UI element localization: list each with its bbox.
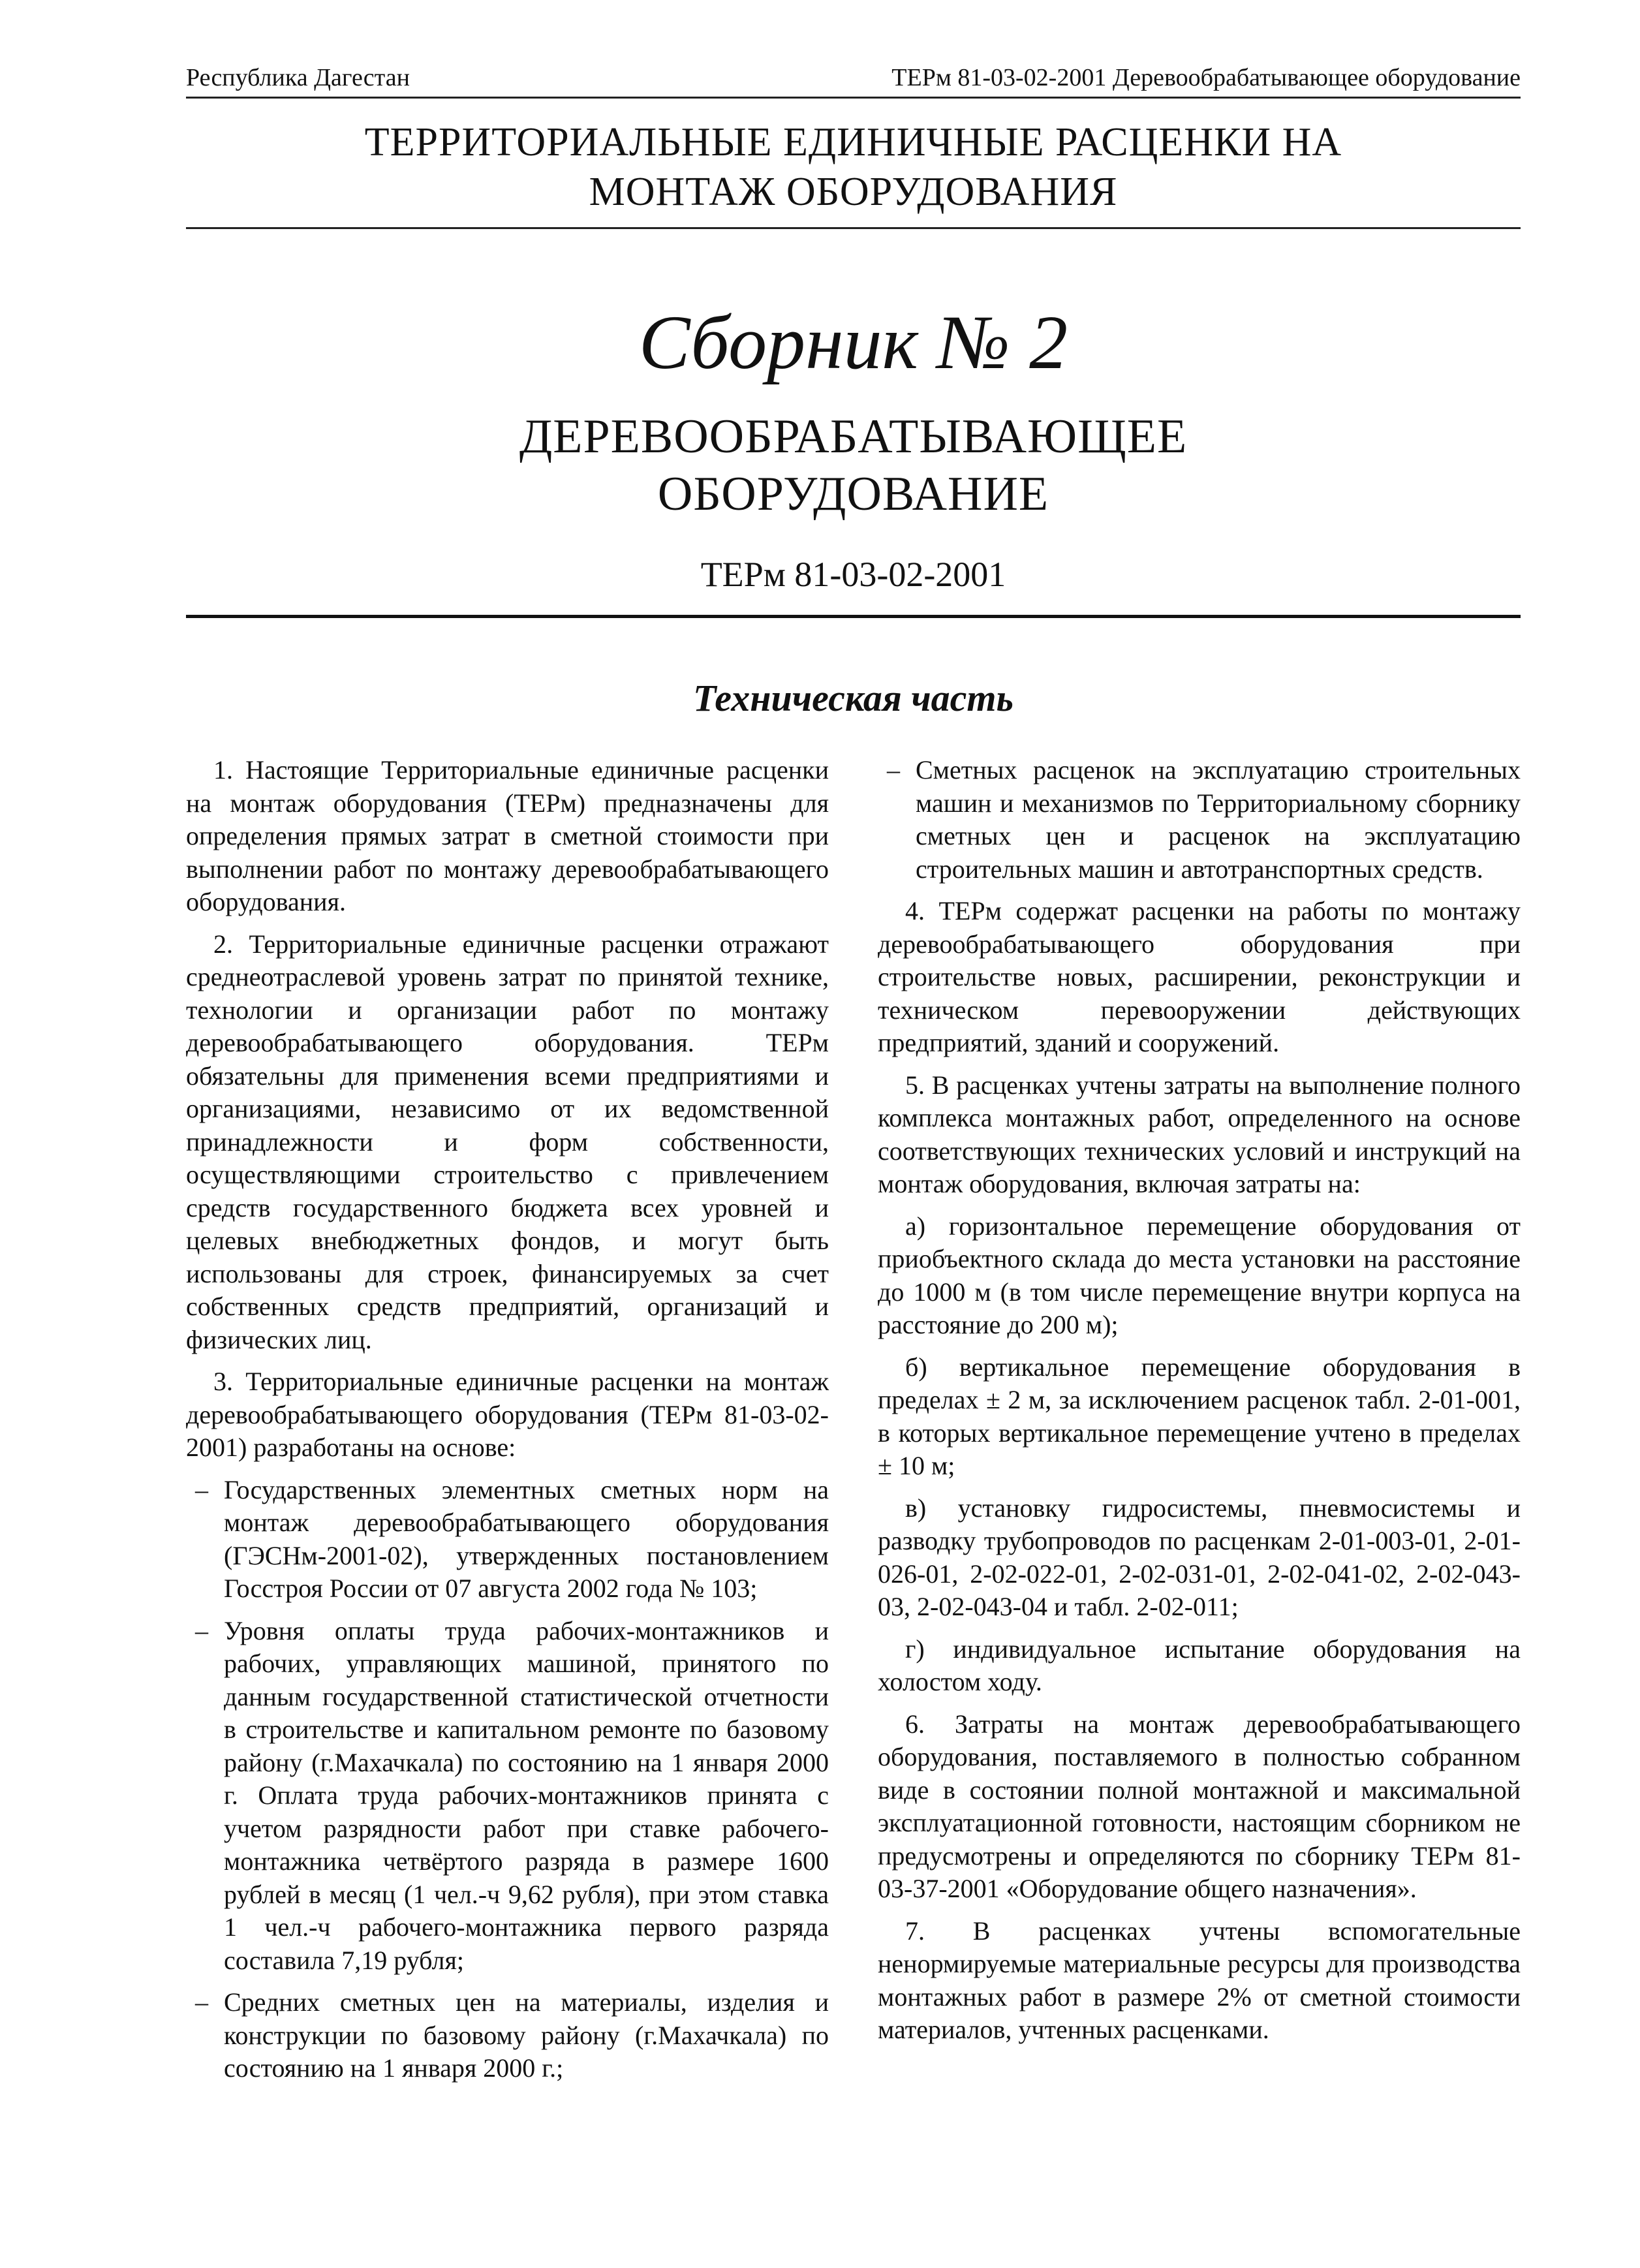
subject-line-1: ДЕРЕВООБРАБАТЫВАЮЩЕЕ [519,410,1188,463]
right-column [878,754,1521,2056]
list-item-text: Сметных расценок на эксплуатацию строительных машин и механизмов по Территориальному сборнику сметных цен и расценок на эксплуатацию строительных машин и автотранспортных средств. [916,755,1521,884]
paragraph-3: 3. Территориальные единичные расценки на монтаж деревообрабатывающего оборудования (ТЕРм 81-03-02-2001) разработаны на основе: [186,1367,829,1462]
subitem-b: б) вертикальное перемещение оборудования в пределах ± 2 м, за исключением расценок табл. 2-01-001, в которых вертикальное перемещение учтено в пределах ± 10 м; [878,1352,1521,1480]
paragraph-6: 6. Затраты на монтаж деревообрабатывающего оборудования, поставляемого в полностью собранном виде в состоянии полной монтажной и максимальной эксплуатационной готовности, настоящим сборником не предусмотрены и определяются по сборнику ТЕРм 81-03-37-2001 «Оборудование общего назначения». [878,1709,1521,1903]
paragraph-4: 4. ТЕРм содержат расценки на работы по монтажу деревообрабатывающего оборудования при строительстве новых, расширении, реконструкции и техническом перевооружении действующих предприятий, зданий и сооружений. [878,896,1521,1057]
paragraph-1: 1. Настоящие Территориальные единичные расценки на монтаж оборудования (ТЕРм) предназначены для определения прямых затрат в сметной стоимости при выполнении работ по монтажу деревообрабатывающего оборудования. [186,755,829,916]
list-item-machines [878,754,1521,886]
collection-code: ТЕРм 81-03-02-2001 [700,555,1006,594]
dash-marker: – [195,1474,208,1504]
dash-marker: – [195,1987,208,2017]
list-item-gesn [186,1474,829,1606]
subject-line-2: ОБОРУДОВАНИЕ [657,467,1049,521]
collection-subject [186,408,1521,523]
subitem-a: а) горизонтальное перемещение оборудования от приобъектного склада до места установки на расстояние до 1000 м (в том числе перемещение внутри корпуса на расстояние до 200 м); [878,1211,1521,1339]
collection-number: Сборник № 2 [638,300,1068,385]
title-line-1: ТЕРРИТОРИАЛЬНЫЕ ЕДИНИЧНЫЕ РАСЦЕНКИ НА [364,120,1342,164]
header-region: Республика Дагестан [186,64,410,91]
header-rule [186,97,1521,99]
list-item-text: Средних сметных цен на материалы, изделия и конструкции по базовому району (г.Махачкала) по состоянию на 1 января 2000 г.; [224,1987,829,2083]
subitem-v: в) установку гидросистемы, пневмосистемы и разводку трубопроводов по расценкам 2-01-003-01, 2-01-026-01, 2-02-022-01, 2-02-031-01, 2-02-041-02, 2-02-043-03, 2-02-043-04 и табл. 2-02-011; [878,1493,1521,1621]
header-document-code: ТЕРм 81-03-02-2001 Деревообрабатывающее оборудование [891,64,1521,91]
left-column [186,754,829,2094]
dash-marker: – [195,1615,208,1645]
title-rule [186,227,1521,229]
section-title: Техническая часть [692,677,1014,719]
paragraph-2: 2. Территориальные единичные расценки отражают среднеотраслевой уровень затрат по принятой технике, технологии и организации работ по монтажу деревообрабатывающего оборудования. ТЕРм обязательны для применения всеми предприятиями и организациями, независимо от их ведомственной принадлежности и форм собственности, осуществляющими строительство с привлечением средств государственного бюджета всех уровней и целевых внебюджетных фондов, и могут быть использованы для строек, финансируемых за счет собственных средств предприятий, организаций и физических лиц. [186,929,829,1354]
running-header [186,62,1521,93]
list-item-text: Уровня оплаты труда рабочих-монтажников и рабочих, управляющих машиной, принятого по данным государственной статистической отчетности в строительстве и капитальном ремонте по базовому району (г.Махачкала) по состоянию на 1 января 2000 г. Оплата труда рабочих-монтажников принята с учетом разрядности работ при ставке рабочего-монтажника четвёртого разряда в размере 1600 рублей в месяц (1 чел.-ч 9,62 рубля), при этом ставка 1 чел.-ч рабочего-монтажника первого разряда составила 7,19 рубля; [224,1615,829,1975]
paragraph-5: 5. В расценках учтены затраты на выполнение полного комплекса монтажных работ, определенного на основе соответствующих технических условий и инструкций на монтаж оборудования, включая затраты на: [878,1070,1521,1198]
list-item-prices [186,1986,829,2085]
paragraph-7: 7. В расценках учтены вспомогательные ненормируемые материальные ресурсы для производства монтажных работ в размере 2% от сметной стоимости материалов, учтенных расценками. [878,1916,1521,2044]
subitem-g: г) индивидуальное испытание оборудования на холостом ходу. [878,1634,1521,1696]
dash-marker: – [887,755,900,784]
section-rule [186,615,1521,618]
list-item-wages [186,1615,829,1978]
document-title [186,117,1521,217]
list-item-text: Государственных элементных сметных норм на монтаж деревообрабатывающего оборудования (ГЭСНм-2001-02), утвержденных постановлением Госстроя России от 07 августа 2002 года № 103; [224,1474,829,1603]
title-line-2: МОНТАЖ ОБОРУДОВАНИЯ [589,170,1118,214]
